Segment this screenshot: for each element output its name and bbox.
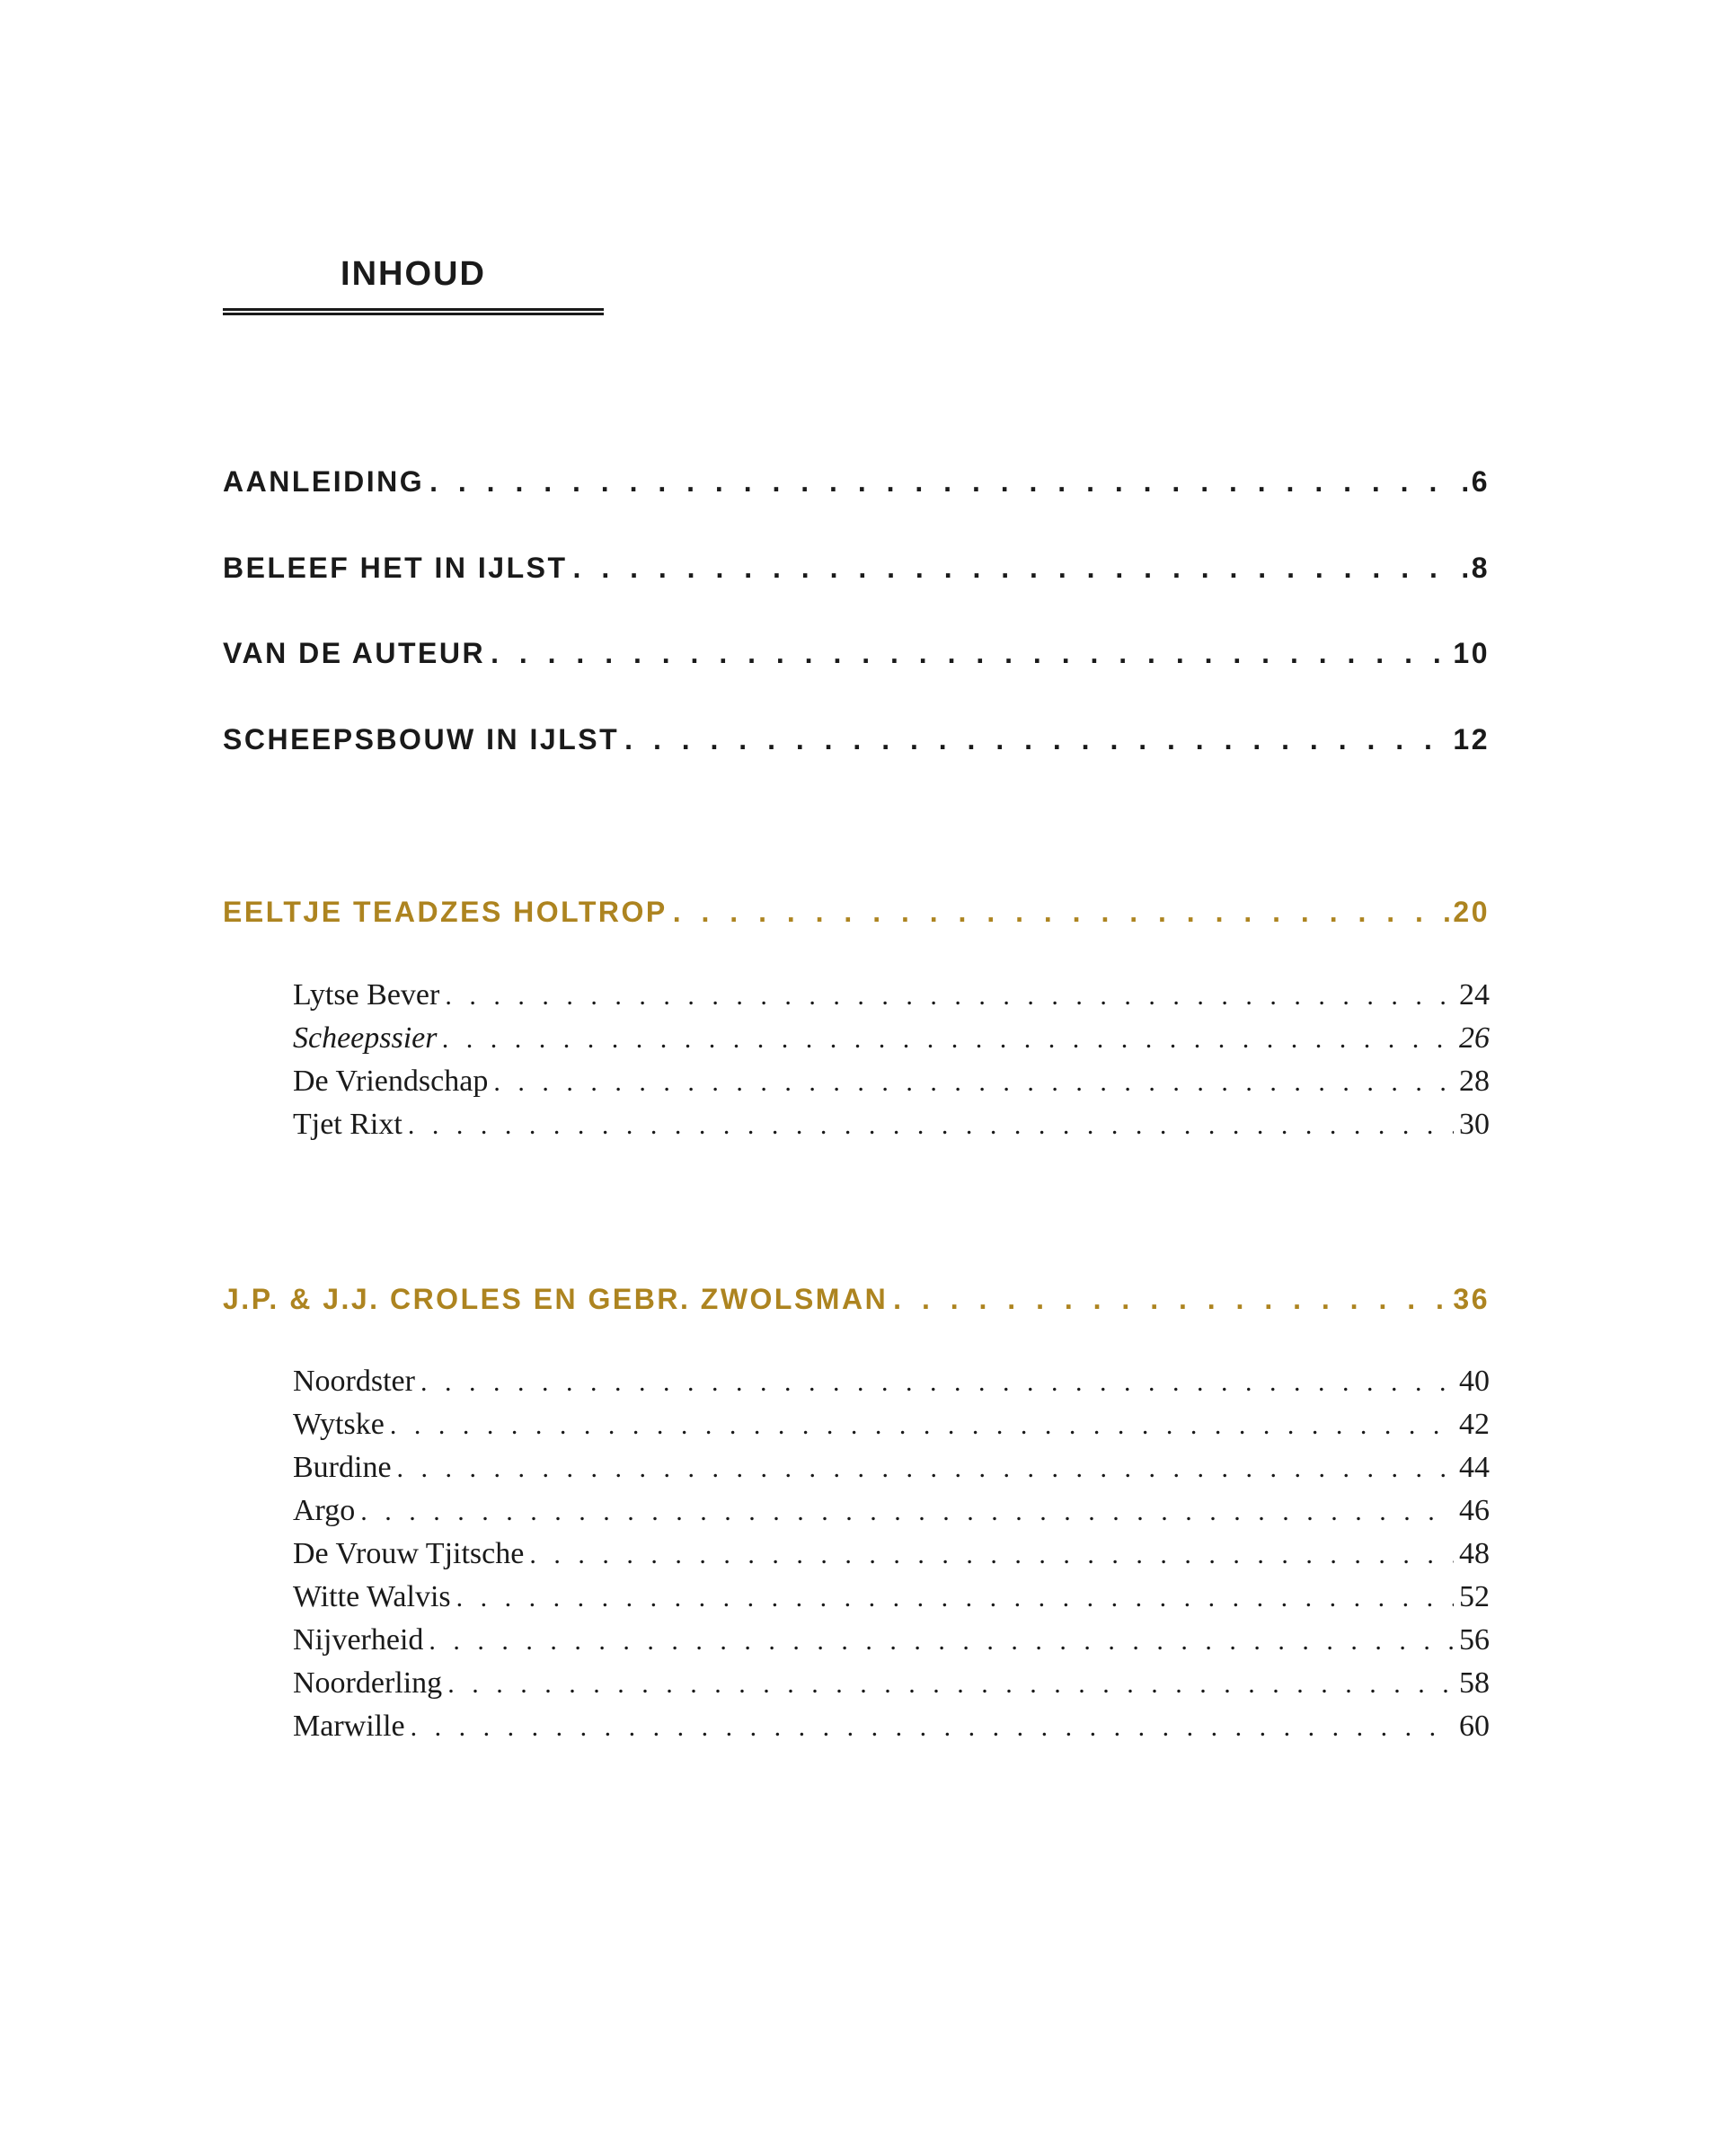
dot-leader — [360, 1497, 1454, 1527]
dot-leader — [445, 981, 1454, 1012]
toc-entry-label: De Vrouw Tjitsche — [293, 1537, 525, 1570]
toc-entry-de-vrouw-tjitsche[interactable] — [293, 1537, 1490, 1571]
toc-entry-page: 44 — [1459, 1451, 1490, 1484]
toc-entry-label: Wytske — [293, 1408, 385, 1441]
toc-entry-page: 12 — [1453, 723, 1490, 755]
toc-entry-label: Scheepssier — [293, 1021, 438, 1055]
toc-entry-label: Witte Walvis — [293, 1580, 451, 1613]
title-double-rule — [223, 308, 604, 315]
toc-entry-page: 28 — [1459, 1065, 1490, 1098]
toc-entry-page: 56 — [1459, 1623, 1490, 1657]
toc-entry-scheepsbouw-in-ijlst[interactable] — [223, 723, 1490, 756]
toc-entry-noordster[interactable] — [293, 1365, 1490, 1399]
toc-entry-van-de-auteur[interactable] — [223, 637, 1490, 670]
toc-entry-label: Burdine — [293, 1451, 392, 1484]
toc-entry-page: 24 — [1459, 978, 1490, 1012]
dot-leader — [390, 1410, 1454, 1441]
dot-leader — [456, 1583, 1454, 1613]
toc-entry-page: 26 — [1459, 1021, 1490, 1055]
dot-leader — [397, 1454, 1454, 1484]
toc-entry-witte-walvis[interactable] — [293, 1580, 1490, 1614]
toc-entry-label: De Vriendschap — [293, 1065, 489, 1098]
toc-entry-label: Tjet Rixt — [293, 1108, 402, 1141]
toc-entry-page: 60 — [1459, 1710, 1490, 1743]
toc-entry-label: VAN DE AUTEUR — [223, 637, 486, 669]
toc-entry-label: Lytse Bever — [293, 978, 440, 1012]
toc-entry-page: 46 — [1459, 1494, 1490, 1527]
toc-entry-noorderling[interactable] — [293, 1666, 1490, 1701]
dot-leader — [411, 1712, 1454, 1743]
toc-chapter-holtrop[interactable] — [223, 896, 1490, 929]
dot-leader — [573, 552, 1456, 585]
toc-entry-argo[interactable] — [293, 1494, 1490, 1528]
toc-entry-page: 42 — [1459, 1408, 1490, 1441]
toc-entry-label: Marwille — [293, 1710, 405, 1743]
toc-entry-page: .8 — [1461, 552, 1490, 584]
toc-entry-label: Nijverheid — [293, 1623, 424, 1657]
dot-leader — [491, 637, 1447, 670]
toc-chapter-croles-zwolsman[interactable] — [223, 1283, 1490, 1316]
dot-leader — [893, 1283, 1447, 1316]
dot-leader — [447, 1669, 1454, 1700]
toc-entry-page: 30 — [1459, 1108, 1490, 1141]
toc-chapter-page: .20 — [1443, 896, 1490, 928]
toc-entry-label: Argo — [293, 1494, 356, 1527]
toc-chapter-label: J.P. & J.J. CROLES EN GEBR. ZWOLSMAN — [223, 1283, 889, 1315]
toc-entry-wytske[interactable] — [293, 1408, 1490, 1442]
toc-entry-page: 10 — [1453, 637, 1490, 669]
toc-entry-label: Noorderling — [293, 1666, 443, 1700]
toc-entry-aanleiding[interactable] — [223, 465, 1490, 499]
toc-entry-label: Noordster — [293, 1365, 415, 1398]
toc-entry-label: AANLEIDING — [223, 465, 425, 498]
toc-chapter-label: EELTJE TEADZES HOLTROP — [223, 896, 668, 928]
toc-entry-page: 40 — [1459, 1365, 1490, 1398]
toc-entry-marwille[interactable] — [293, 1710, 1490, 1744]
dot-leader — [624, 723, 1447, 756]
dot-leader — [443, 1024, 1454, 1055]
dot-leader — [429, 465, 1455, 499]
dot-leader — [529, 1540, 1454, 1570]
dot-leader — [429, 1626, 1454, 1657]
toc-entry-page: 58 — [1459, 1666, 1490, 1700]
page-title: INHOUD — [341, 255, 486, 293]
toc-entry-page: 52 — [1459, 1580, 1490, 1613]
toc-entry-label: SCHEEPSBOUW IN IJLST — [223, 723, 620, 755]
dot-leader — [673, 896, 1438, 929]
toc-entry-beleef-het-in-ijlst[interactable] — [223, 552, 1490, 585]
toc-entry-scheepssier[interactable] — [293, 1021, 1490, 1056]
toc-entry-lytse-bever[interactable] — [293, 978, 1490, 1012]
toc-entry-burdine[interactable] — [293, 1451, 1490, 1485]
toc-entry-label: BELEEF HET IN IJLST — [223, 552, 568, 584]
dot-leader — [493, 1067, 1454, 1098]
dot-leader — [420, 1367, 1454, 1398]
toc-entry-page: .6 — [1461, 465, 1490, 498]
toc-chapter-page: 36 — [1453, 1283, 1490, 1315]
dot-leader — [408, 1110, 1454, 1141]
toc-entry-nijverheid[interactable] — [293, 1623, 1490, 1657]
toc-entry-tjet-rixt[interactable] — [293, 1108, 1490, 1142]
toc-entry-de-vriendschap[interactable] — [293, 1065, 1490, 1099]
toc-entry-page: 48 — [1459, 1537, 1490, 1570]
